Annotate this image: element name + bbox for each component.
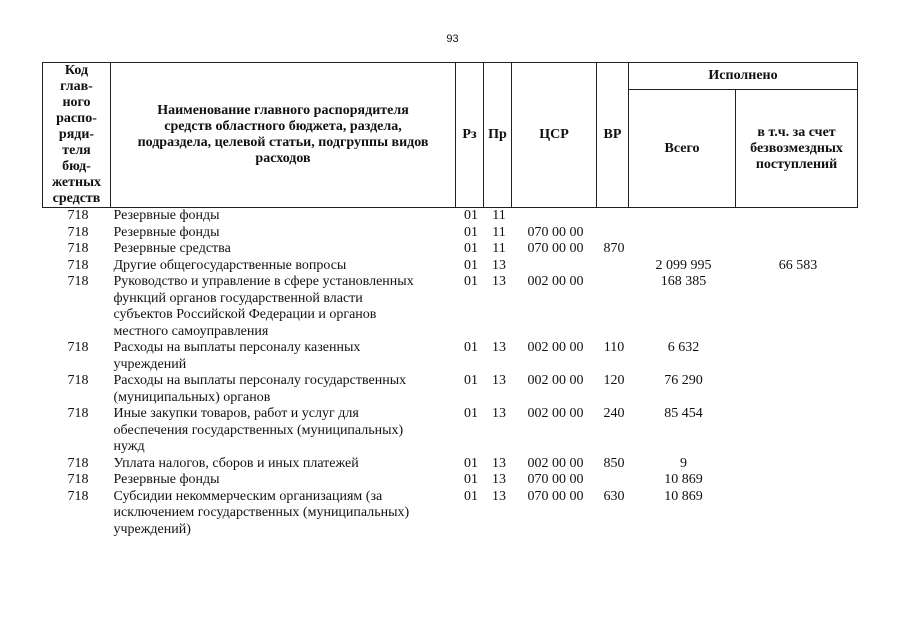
cell-pr: 13: [492, 257, 506, 273]
cell-code: 718: [67, 472, 89, 487]
cell-name-line: исключением государственных (муниципальных): [113, 505, 410, 520]
cell-free: [736, 274, 858, 340]
cell-free: 66 583: [778, 257, 818, 273]
cell-name-line: обеспечения государственных (муниципальных): [113, 422, 404, 438]
cell-csr: 002 00 00: [527, 406, 584, 421]
cell-name-line: местного самоуправления: [113, 323, 269, 339]
cell-name-line: Расходы на выплаты персоналу государственных: [113, 373, 407, 388]
table-row: [43, 208, 858, 225]
header-code-line: распо-: [56, 111, 97, 126]
cell-name: [111, 472, 456, 489]
cell-vr: 870: [603, 241, 625, 256]
cell-free: [736, 406, 858, 456]
cell-code: 718: [67, 406, 89, 421]
cell-vr: [597, 472, 629, 489]
header-csr: ЦСР: [512, 63, 597, 208]
cell-csr: 002 00 00: [527, 455, 584, 471]
cell-total: 9: [680, 455, 687, 471]
table-row: [43, 406, 858, 456]
cell-rz: 01: [464, 224, 478, 240]
table-row: [43, 258, 858, 275]
cell-vr: [597, 225, 629, 242]
cell-pr: 13: [492, 340, 506, 355]
cell-name: [111, 241, 456, 258]
cell-vr: [597, 258, 629, 275]
cell-pr: 13: [492, 406, 506, 421]
cell-rz: 01: [464, 274, 478, 289]
table-row: [43, 274, 858, 340]
cell-code: 718: [67, 488, 89, 504]
page-number: 93: [446, 33, 459, 45]
cell-code: 718: [67, 455, 89, 471]
cell-rz: 01: [464, 472, 478, 487]
cell-code: 718: [67, 241, 89, 256]
cell-vr: 630: [603, 488, 625, 504]
header-code-line: бюд-: [62, 159, 91, 174]
header-total: Всего: [629, 90, 736, 208]
header-executed: Исполнено: [629, 63, 858, 90]
cell-pr: 11: [492, 208, 506, 223]
header-pr: Пр: [484, 63, 512, 208]
table-row: [43, 340, 858, 373]
cell-csr: 070 00 00: [527, 224, 584, 240]
cell-rz: 01: [464, 373, 478, 388]
cell-name-line: Иные закупки товаров, работ и услуг для: [113, 406, 359, 421]
cell-total: 10 869: [664, 472, 703, 487]
cell-rz: 01: [464, 406, 478, 421]
cell-rz: 01: [464, 488, 478, 504]
cell-name-line: Резервные фонды: [113, 224, 220, 240]
header-name: [111, 63, 456, 208]
header-free-line: поступлений: [755, 156, 838, 172]
cell-csr: 070 00 00: [527, 472, 584, 487]
cell-total: [629, 241, 736, 258]
header-free-line: в т.ч. за счет: [757, 124, 836, 140]
cell-total: 6 632: [667, 340, 700, 355]
cell-vr: 110: [603, 340, 625, 355]
cell-vr: 850: [603, 455, 625, 471]
cell-free: [736, 489, 858, 539]
header-free-line: безвозмездных: [750, 140, 843, 156]
header-code: [43, 63, 111, 208]
cell-name: [111, 274, 456, 340]
cell-name: [111, 225, 456, 242]
cell-name: [111, 406, 456, 456]
cell-vr: [597, 208, 629, 225]
cell-rz: 01: [464, 455, 478, 471]
table-body: [43, 208, 858, 539]
cell-code: 718: [67, 340, 89, 355]
cell-vr: [597, 274, 629, 340]
header-rz: Рз: [456, 63, 484, 208]
cell-name-line: Расходы на выплаты персоналу казенных: [113, 340, 361, 355]
header-name-line: Наименование главного распорядителя: [157, 103, 409, 118]
cell-vr: 240: [603, 406, 625, 421]
cell-total: [629, 208, 736, 225]
table-row: [43, 373, 858, 406]
table-row: [43, 456, 858, 473]
cell-vr: 120: [603, 373, 625, 388]
header-name-line: средств областного бюджета, раздела,: [164, 119, 402, 134]
cell-pr: 13: [492, 455, 506, 471]
cell-name-line: Резервные средства: [113, 241, 231, 256]
cell-free: [736, 225, 858, 242]
cell-name: [111, 340, 456, 373]
cell-name-line: Другие общегосударственные вопросы: [113, 257, 347, 273]
cell-name-line: субъектов Российской Федерации и органов: [113, 307, 377, 322]
cell-name-line: учреждений): [113, 521, 191, 537]
cell-total: 76 290: [664, 373, 703, 388]
cell-name: [111, 258, 456, 275]
cell-pr: 13: [492, 274, 506, 289]
cell-csr: 070 00 00: [527, 241, 584, 256]
cell-code: 718: [67, 224, 89, 240]
cell-free: [736, 340, 858, 373]
header-code-line: теля: [62, 143, 91, 158]
cell-code: 718: [67, 257, 89, 273]
cell-name-line: (муниципальных) органов: [113, 389, 271, 405]
cell-csr: 002 00 00: [527, 340, 584, 355]
table-row: [43, 241, 858, 258]
table-row: [43, 489, 858, 539]
header-code-line: ного: [62, 95, 91, 110]
cell-rz: 01: [464, 208, 478, 223]
cell-name-line: Субсидии некоммерческим организациям (за: [113, 488, 383, 504]
cell-rz: 01: [464, 257, 478, 273]
cell-name-line: учреждений: [113, 356, 187, 372]
table-row: [43, 472, 858, 489]
cell-pr: 13: [492, 472, 506, 487]
cell-csr: [512, 258, 597, 275]
cell-code: 718: [67, 274, 89, 289]
header-code-line: Код: [64, 63, 89, 78]
cell-total: 10 869: [664, 488, 703, 504]
cell-code: 718: [67, 208, 89, 223]
cell-pr: 13: [492, 488, 506, 504]
cell-name-line: функций органов государственной власти: [113, 290, 363, 306]
header-free: [736, 90, 858, 208]
cell-name-line: Резервные фонды: [113, 208, 220, 223]
header-code-line: глав-: [60, 79, 93, 94]
cell-pr: 11: [492, 241, 506, 256]
cell-name: [111, 373, 456, 406]
cell-pr: 13: [492, 373, 506, 388]
cell-total: 168 385: [660, 274, 707, 289]
budget-table: [42, 62, 858, 538]
cell-csr: 002 00 00: [527, 373, 584, 388]
cell-name: [111, 456, 456, 473]
cell-name-line: нужд: [113, 439, 145, 454]
cell-total: 85 454: [664, 406, 703, 421]
header-name-line: расходов: [255, 151, 311, 166]
cell-free: [736, 472, 858, 489]
cell-total: [629, 225, 736, 242]
cell-code: 718: [67, 373, 89, 388]
cell-csr: 002 00 00: [527, 274, 584, 289]
cell-name: [111, 489, 456, 539]
cell-name-line: Резервные фонды: [113, 472, 220, 487]
cell-name: [111, 208, 456, 225]
cell-csr: [512, 208, 597, 225]
cell-name-line: Руководство и управление в сфере установленных: [113, 274, 414, 289]
cell-csr: 070 00 00: [527, 488, 584, 504]
cell-free: [736, 373, 858, 406]
cell-free: [736, 456, 858, 473]
header-vr: ВР: [597, 63, 629, 208]
cell-pr: 11: [492, 224, 506, 240]
cell-rz: 01: [464, 241, 478, 256]
cell-name-line: Уплата налогов, сборов и иных платежей: [113, 455, 359, 471]
table-row: [43, 225, 858, 242]
cell-free: [736, 241, 858, 258]
cell-free: [736, 208, 858, 225]
header-code-line: жетных: [51, 175, 102, 190]
header-code-line: средств: [52, 191, 101, 206]
cell-rz: 01: [464, 340, 478, 355]
header-code-line: ряди-: [58, 127, 95, 142]
table-header: [43, 63, 858, 208]
header-name-line: подраздела, целевой статьи, подгруппы видов: [137, 135, 429, 150]
cell-total: 2 099 995: [655, 257, 712, 273]
